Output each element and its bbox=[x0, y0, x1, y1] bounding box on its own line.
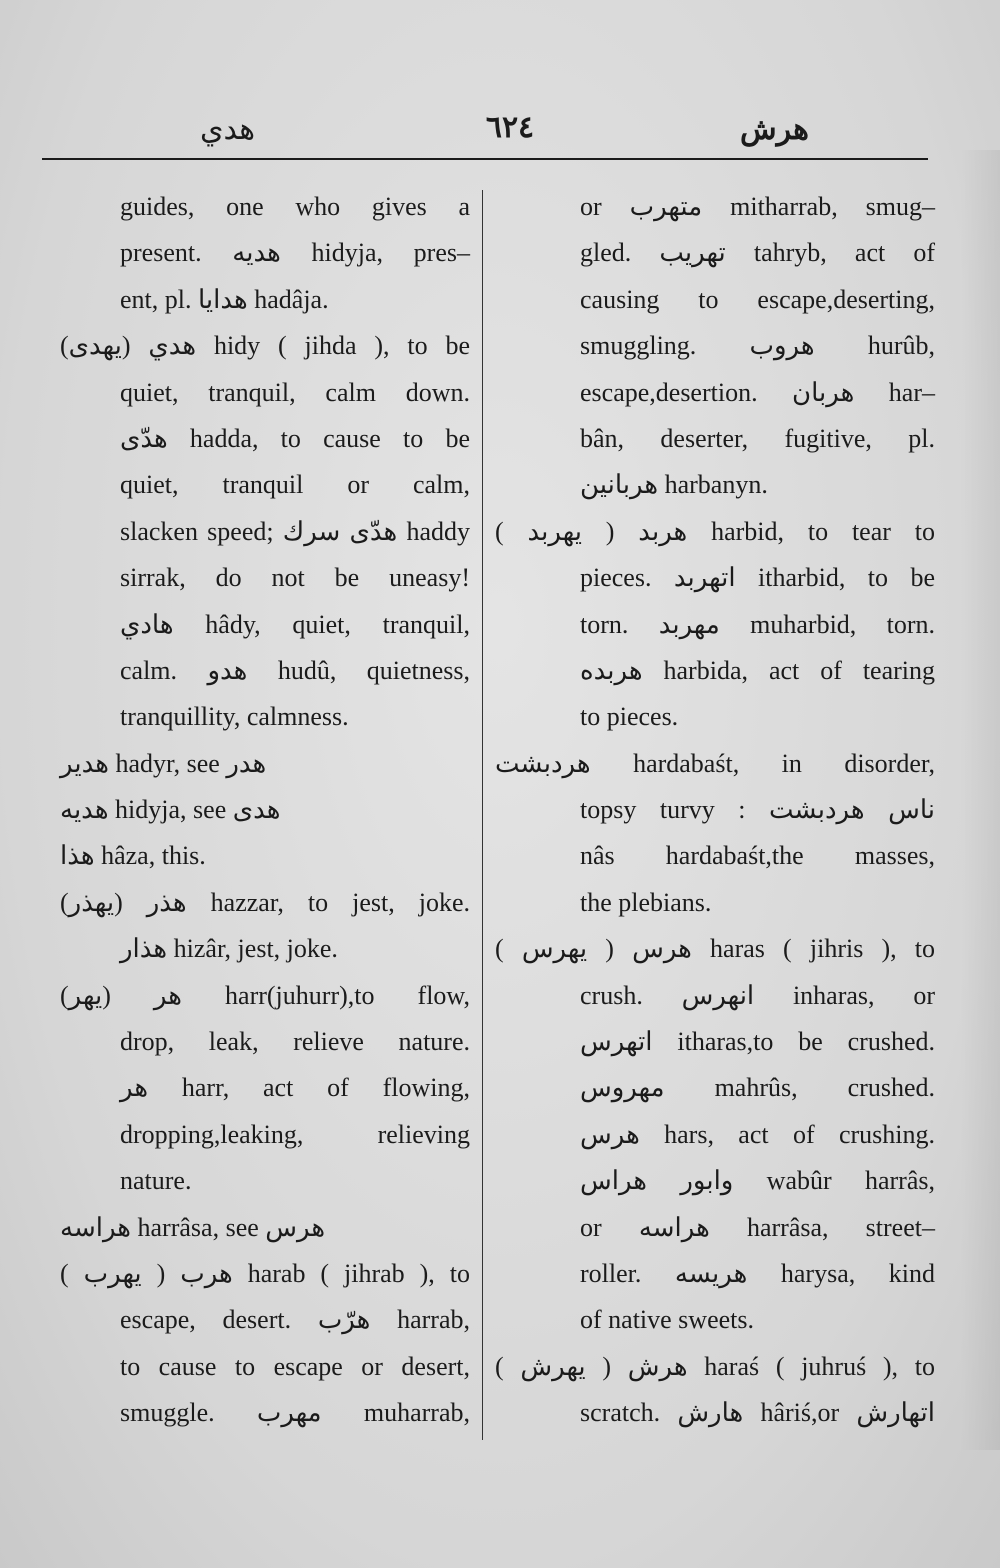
text-line-content: guides, one who gives a bbox=[120, 192, 470, 221]
text-line-content: sirrak, do not be uneasy! bbox=[120, 563, 470, 593]
text-line-content: هربد ( يهربد ) harbid, to tear to bbox=[495, 516, 935, 546]
text-line-content: torn. مهربد muharbid, torn. bbox=[580, 609, 935, 639]
text-line bbox=[60, 416, 470, 462]
text-line-content: هدي (يهدى) hidy ( jihda ), to be bbox=[60, 331, 471, 361]
text-line-content: tranquillity, calmness. bbox=[120, 702, 349, 732]
text-line-content: هرس hars, act of crushing. bbox=[580, 1119, 935, 1149]
text-line-content: nâs hardabaśt,the masses, bbox=[580, 841, 935, 871]
text-line-content: هذار hizâr, jest, joke. bbox=[120, 934, 338, 964]
text-line bbox=[495, 1112, 935, 1158]
text-line bbox=[495, 926, 935, 972]
text-line bbox=[495, 323, 935, 369]
text-line-content: of native sweets. bbox=[580, 1305, 755, 1335]
text-line-content: هديه hidyja, see هدى bbox=[60, 795, 281, 825]
text-line bbox=[495, 555, 935, 601]
text-line-content: هر harr, act of flowing, bbox=[120, 1073, 470, 1103]
text-line bbox=[495, 973, 935, 1019]
text-line bbox=[495, 1065, 935, 1111]
text-line-content: هراسه harrâsa, see هرس bbox=[60, 1212, 326, 1242]
text-line bbox=[60, 1112, 470, 1158]
text-line-content: هرب ( يهرب ) harab ( jihrab ), to bbox=[60, 1258, 470, 1288]
text-line bbox=[60, 462, 470, 508]
text-line bbox=[495, 1390, 935, 1436]
text-line bbox=[495, 230, 935, 276]
text-line bbox=[495, 1205, 935, 1251]
text-line bbox=[495, 1019, 935, 1065]
text-line bbox=[60, 741, 470, 787]
text-line-content: slacken speed; هدّى سرك haddy bbox=[120, 516, 470, 546]
text-line-content: or هراسه harrâsa, street– bbox=[580, 1212, 935, 1242]
text-line bbox=[60, 509, 470, 555]
text-line bbox=[495, 787, 935, 833]
header-right-word: هرش bbox=[740, 113, 809, 146]
text-line-content: gled. تهريب tahryb, act of bbox=[580, 238, 935, 268]
text-line bbox=[495, 370, 935, 416]
text-line bbox=[60, 648, 470, 694]
text-line bbox=[60, 277, 470, 323]
text-line-content: bân, deserter, fugitive, pl. bbox=[580, 423, 935, 453]
text-line bbox=[495, 833, 935, 879]
text-line-content: اتهرس itharas,to be crushed. bbox=[580, 1027, 935, 1057]
left-column bbox=[60, 184, 470, 1437]
text-line bbox=[60, 370, 470, 416]
text-line bbox=[60, 1390, 470, 1436]
text-line-content: the plebians. bbox=[580, 887, 712, 917]
text-line bbox=[60, 1205, 470, 1251]
text-line bbox=[60, 602, 470, 648]
right-column bbox=[495, 184, 935, 1437]
text-line bbox=[60, 973, 470, 1019]
text-line-content: وابور هراس wabûr harrâs, bbox=[580, 1166, 935, 1196]
text-line bbox=[60, 1065, 470, 1111]
text-line bbox=[60, 1344, 470, 1390]
header-left-word: هدي bbox=[200, 113, 256, 146]
text-line bbox=[495, 602, 935, 648]
text-line-content: هادي hâdy, quiet, tranquil, bbox=[120, 609, 470, 639]
text-line bbox=[495, 184, 935, 230]
text-line bbox=[495, 1251, 935, 1297]
page-number: ٦٢٤ bbox=[485, 111, 535, 144]
text-line-content: هذر (يهذر) hazzar, to jest, joke. bbox=[60, 887, 471, 917]
text-line-content: roller. هريسه harysa, kind bbox=[580, 1258, 935, 1288]
text-line bbox=[60, 230, 470, 276]
text-line-content: dropping,leaking, relieving bbox=[120, 1119, 470, 1149]
text-line bbox=[60, 1019, 470, 1065]
text-line-content: escape,desertion. هربان har– bbox=[580, 377, 935, 407]
text-line-content: ent, pl. هدایا hadâja. bbox=[120, 284, 329, 314]
text-line bbox=[495, 1344, 935, 1390]
text-line-content: مهروس mahrûs, crushed. bbox=[580, 1073, 935, 1103]
text-line-content: to cause to escape or desert, bbox=[120, 1351, 470, 1381]
text-line-content: scratch. هارش hâriś,or اتهارش bbox=[580, 1398, 935, 1428]
text-line-content: quiet, tranquil, calm down. bbox=[120, 377, 470, 407]
text-line-content: هر (يهر) harr(juhurr),to flow, bbox=[60, 980, 470, 1010]
text-line bbox=[60, 787, 470, 833]
text-line-content: escape, desert. هرّب harrab, bbox=[120, 1305, 471, 1335]
page-edge-shadow bbox=[960, 150, 1000, 1450]
text-line-content: causing to escape,deserting, bbox=[580, 284, 935, 314]
text-line bbox=[60, 694, 470, 740]
text-line bbox=[495, 741, 935, 787]
text-line bbox=[60, 1251, 470, 1297]
text-line bbox=[495, 416, 935, 462]
text-line bbox=[60, 184, 470, 230]
column-divider bbox=[482, 190, 483, 1440]
text-line bbox=[60, 880, 470, 926]
text-line bbox=[495, 648, 935, 694]
text-line bbox=[495, 462, 935, 508]
text-line bbox=[495, 880, 935, 926]
text-line bbox=[60, 926, 470, 972]
text-line-content: هربده harbida, act of tearing bbox=[580, 655, 935, 685]
text-line-content: هدّى hadda, to cause to be bbox=[120, 423, 470, 453]
text-line-content: هرس ( يهرس ) haras ( jihris ), to bbox=[495, 934, 936, 964]
text-line bbox=[495, 509, 935, 555]
text-line-content: quiet, tranquil or calm, bbox=[120, 470, 470, 500]
text-line bbox=[60, 1297, 470, 1343]
text-line-content: pieces. اتهربد itharbid, to be bbox=[580, 563, 935, 593]
text-line-content: calm. هدو hudû, quietness, bbox=[120, 655, 471, 685]
text-line-content: smuggle. مهرب muharrab, bbox=[120, 1398, 470, 1428]
text-line bbox=[495, 694, 935, 740]
text-line bbox=[60, 323, 470, 369]
text-line-content: هردبشت hardabaśt, in disorder, bbox=[495, 748, 935, 778]
text-line-content: or متهرب mitharrab, smug– bbox=[580, 192, 935, 221]
text-line-content: nature. bbox=[120, 1166, 192, 1196]
text-line-content: هدير hadyr, see هدر bbox=[60, 748, 267, 778]
page-header bbox=[40, 108, 930, 158]
text-line-content: smuggling. هروب hurûb, bbox=[580, 331, 935, 361]
text-line bbox=[495, 1158, 935, 1204]
text-line-content: drop, leak, relieve nature. bbox=[120, 1027, 470, 1057]
text-line-content: present. هدیه hidyja, pres– bbox=[120, 238, 470, 268]
text-line-content: crush. انهرس inharas, or bbox=[580, 980, 935, 1010]
text-line bbox=[495, 1297, 935, 1343]
text-line bbox=[60, 833, 470, 879]
text-line bbox=[495, 277, 935, 323]
header-rule bbox=[42, 158, 928, 160]
text-line bbox=[60, 1158, 470, 1204]
text-line-content: هرش ( يهرش ) haraś ( juhruś ), to bbox=[495, 1351, 935, 1381]
text-line-content: هذا hâza, this. bbox=[60, 841, 206, 871]
text-line-content: to pieces. bbox=[580, 702, 679, 732]
text-line-content: هربانين harbanyn. bbox=[580, 470, 768, 500]
text-line bbox=[60, 555, 470, 601]
text-line-content: topsy turvy : ناس هردبشت bbox=[580, 795, 935, 825]
